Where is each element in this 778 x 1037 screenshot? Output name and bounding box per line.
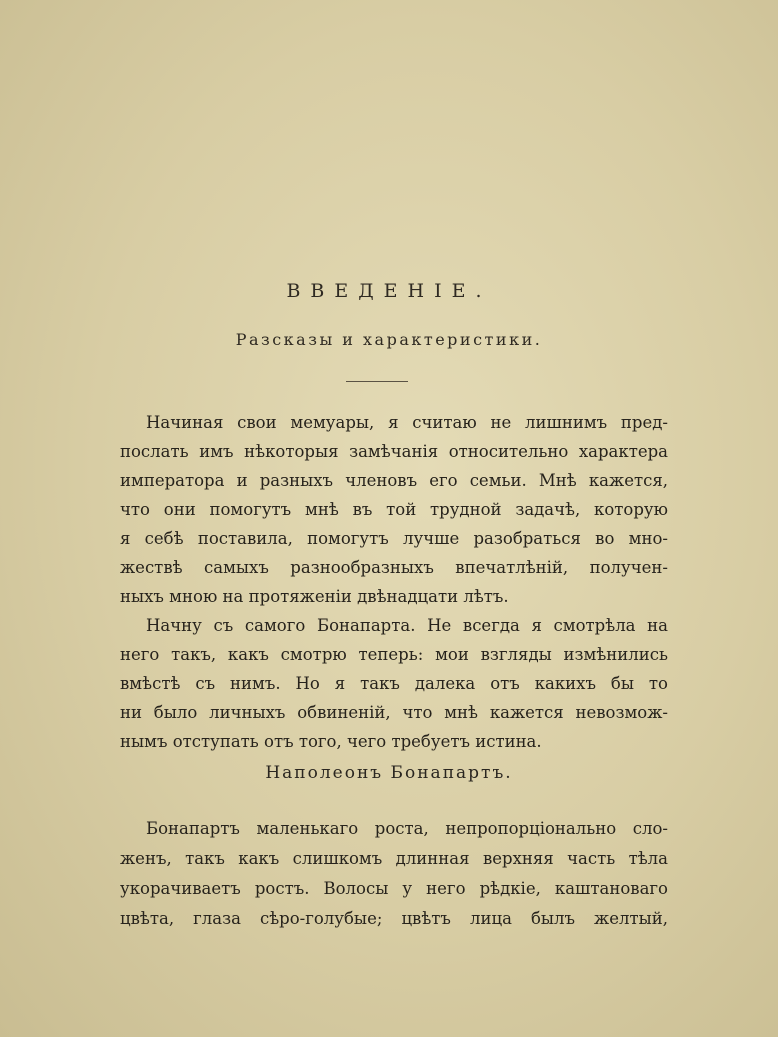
text-line: ныхъ мною на протяженіи двѣнадцати лѣтъ. xyxy=(120,587,509,606)
text-line: что они помогутъ мнѣ въ той трудной задачѣ, которую xyxy=(120,500,668,519)
divider-rule xyxy=(346,381,408,382)
text-line: Начну съ самого Бонапарта. Не всегда я смотрѣла на xyxy=(146,616,668,635)
text-line: жествѣ самыхъ разнообразныхъ впечатлѣній, получен- xyxy=(120,558,668,577)
text-line: императора и разныхъ членовъ его семьи. Мнѣ кажется, xyxy=(120,471,668,490)
chapter-heading: ВВЕДЕНІЕ. xyxy=(286,280,492,302)
text-line: цвѣта, глаза сѣро-голубые; цвѣтъ лица былъ желтый, xyxy=(120,909,668,928)
text-line: него такъ, какъ смотрю теперь: мои взгляды измѣнились xyxy=(120,645,668,664)
section-title: Наполеонъ Бонапартъ. xyxy=(265,763,513,783)
text-line: Начиная свои мемуары, я считаю не лишнимъ пред- xyxy=(146,413,668,432)
text-line: послать имъ нѣкоторыя замѣчанія относительно характера xyxy=(120,442,668,461)
text-line: женъ, такъ какъ слишкомъ длинная верхняя часть тѣла xyxy=(120,849,668,868)
text-line: я себѣ поставила, помогутъ лучше разобраться во мно- xyxy=(120,529,668,548)
text-line: вмѣстѣ съ нимъ. Но я такъ далека отъ какихъ бы то xyxy=(120,674,668,693)
text-line: нымъ отступать отъ того, чего требуетъ истина. xyxy=(120,732,542,751)
text-line: укорачиваетъ ростъ. Волосы у него рѣдкіе, каштановаго xyxy=(120,879,668,898)
text-line: ни было личныхъ обвиненій, что мнѣ кажется невозмож- xyxy=(120,703,668,722)
chapter-subheading: Разсказы и характеристики. xyxy=(235,330,543,349)
text-line: Бонапартъ маленькаго роста, непропорціонально сло- xyxy=(146,819,668,838)
